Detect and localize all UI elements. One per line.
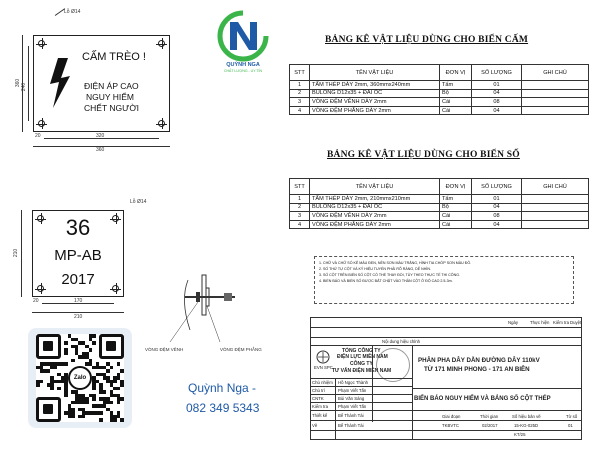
- tb-rule: [310, 386, 412, 387]
- sign1-hole-label: Lỗ Ø14: [64, 9, 81, 15]
- table-cell: 04: [472, 203, 522, 212]
- logo-brand: QUỲNH NGA: [226, 62, 260, 68]
- tb-role-name: Bế Thành Tài: [338, 413, 364, 418]
- col-header: GHI CHÚ: [522, 65, 589, 81]
- table-cell: VÒNG ĐỆM VÊNH DÀY 2mm: [310, 212, 440, 221]
- tb-drawing-title: BIỂN BÁO NGUY HIỂM VÀ BẢNG SỐ CỘT THÉP: [414, 396, 551, 402]
- bolt-hole: [38, 120, 45, 127]
- qr-module: [117, 362, 121, 366]
- tb-rule: [310, 337, 582, 338]
- qr-module: [82, 415, 86, 419]
- qr-module: [64, 352, 68, 356]
- col-header: SỐ LƯỢNG: [472, 179, 522, 195]
- col-header: TÊN VẬT LIỆU: [310, 65, 440, 81]
- qr-module: [54, 366, 58, 370]
- label-spring-washer: VÒNG ĐỆM VÊNH: [145, 347, 184, 352]
- bolt-hole: [158, 40, 165, 47]
- logo-tagline: CHẤT LƯỢNG - UY TÍN: [223, 69, 263, 73]
- table-cell: 08: [472, 212, 522, 221]
- table-cell: VÒNG ĐỆM PHẲNG DÀY 2mm: [310, 106, 440, 115]
- qr-module: [120, 369, 124, 373]
- tb-rule: [310, 327, 582, 328]
- table-cell: TẤM THÉP DÀY 2mm, 360mmx240mm: [310, 81, 440, 90]
- tb-sheet: 01: [568, 423, 573, 428]
- evn-logo-icon: [316, 350, 330, 364]
- table-cell: Cái: [440, 212, 472, 221]
- table-cell: [522, 195, 589, 204]
- notes-box: [314, 256, 574, 304]
- qr-module: [71, 359, 75, 363]
- col-header: GHI CHÚ: [522, 179, 589, 195]
- table-row: [290, 81, 589, 90]
- tb-col-drawing-no: Số hiệu bản vẽ: [512, 414, 541, 419]
- table-row: [290, 98, 589, 107]
- sign1-line3: NGUY HIỂM: [86, 92, 135, 102]
- qr-module: [64, 394, 68, 398]
- tb-header-approve: Duyệt: [570, 320, 582, 325]
- qr-module: [64, 341, 68, 345]
- tb-rule: [412, 388, 582, 389]
- zalo-badge: [68, 366, 92, 390]
- table2-title: BẢNG KÊ VẬT LIỆU DÙNG CHO BIỂN SỐ: [327, 150, 520, 160]
- qr-module: [71, 415, 75, 419]
- tb-project-line1: PHÂN PHA DÂY DẪN ĐƯỜNG DÂY 110kV: [418, 357, 540, 364]
- qr-module: [120, 397, 124, 401]
- table-cell: 08: [472, 98, 522, 107]
- tb-rule: [310, 394, 412, 395]
- sign1-dim-w-inner: 320: [96, 133, 105, 139]
- col-header: STT: [290, 65, 310, 81]
- qr-module: [113, 380, 117, 384]
- table-cell: 04: [472, 220, 522, 229]
- tb-col-phase: Giai đoạn: [442, 414, 461, 419]
- table1-title: BẢNG KÊ VẬT LIỆU DÙNG CHO BIỂN CẤM: [325, 35, 529, 45]
- tb-company2: ĐIỆN LỰC MIỀN NAM: [337, 354, 388, 360]
- table-row: [290, 195, 589, 204]
- sign2-dim-h: 210: [13, 248, 20, 258]
- sign2-hole-label: Lỗ Ø14: [130, 199, 147, 205]
- note-item: 1. CHỮ VÀ CHỮ SỐ KẺ MÀU ĐEN, NỀN SƠN MÀU TRẮNG, HÌNH TIA CHỚP SƠN MÀU ĐỎ.: [319, 261, 472, 265]
- sign1-dim-h1: 240: [21, 82, 28, 92]
- qr-module: [117, 387, 121, 391]
- note-item: 3. SỐ CỘT TRÊN BIỂN SỐ CỘT CÓ THỂ THAY ĐỔI, TÙY THEO THỰC TẾ THI CÔNG.: [319, 273, 460, 277]
- table-cell: 3: [290, 212, 310, 221]
- bolt-hole: [38, 40, 45, 47]
- qr-module: [110, 366, 114, 370]
- table-cell: 01: [472, 81, 522, 90]
- qr-module: [92, 387, 96, 391]
- table-cell: Cái: [440, 98, 472, 107]
- sign1-line2: ĐIỆN ÁP CAO: [84, 81, 139, 91]
- table-header-row: [290, 65, 589, 81]
- tb-header-by: Thực hiện: [530, 320, 550, 325]
- col-header: SỐ LƯỢNG: [472, 65, 522, 81]
- brand-logo: [212, 10, 274, 72]
- table-cell: Tấm: [440, 195, 472, 204]
- sign2-year: 2017: [61, 271, 95, 288]
- tb-rule: [310, 345, 582, 346]
- table-cell: 4: [290, 220, 310, 229]
- sign2-pole-number: 36: [65, 215, 91, 240]
- qr-code-card[interactable]: [28, 328, 132, 428]
- table-cell: [522, 220, 589, 229]
- table-cell: Cái: [440, 220, 472, 229]
- tb-rule: [310, 378, 412, 379]
- table-cell: 1: [290, 81, 310, 90]
- qr-module: [85, 401, 89, 405]
- table-cell: 04: [472, 106, 522, 115]
- tb-date: 02/2017: [482, 423, 498, 428]
- tb-header-check: Kiểm tra: [553, 320, 569, 325]
- qr-finder: [36, 334, 61, 359]
- qr-module: [57, 387, 61, 391]
- qr-module: [120, 383, 124, 387]
- table-cell: [522, 212, 589, 221]
- qr-module: [99, 418, 103, 422]
- col-header: TÊN VẬT LIỆU: [310, 179, 440, 195]
- tb-revision-label: Nội dung hiệu chỉnh: [382, 339, 420, 344]
- tb-role: Chủ nhiệm: [312, 380, 333, 385]
- table-cell: Bộ: [440, 203, 472, 212]
- table-cell: [522, 203, 589, 212]
- contact-phone[interactable]: 082 349 5343: [186, 401, 260, 415]
- sign2-dim-side: 20: [33, 298, 39, 304]
- qr-finder: [99, 334, 124, 359]
- qr-module: [92, 341, 96, 345]
- qr-module: [103, 390, 107, 394]
- table-cell: 3: [290, 98, 310, 107]
- table-cell: [522, 89, 589, 98]
- table-cell: 1: [290, 195, 310, 204]
- sign1-dim-h2: 360: [15, 78, 22, 88]
- table-cell: [522, 106, 589, 115]
- dimension-line: [28, 46, 29, 121]
- table-cell: 2: [290, 203, 310, 212]
- col-header: ĐƠN VỊ: [440, 65, 472, 81]
- table-cell: Tấm: [440, 81, 472, 90]
- logo-n-icon: [212, 10, 274, 62]
- bolt-hole: [158, 120, 165, 127]
- tb-header-date: Ngày: [508, 320, 519, 325]
- table-cell: VÒNG ĐỆM PHẲNG DÀY 2mm: [310, 220, 440, 229]
- qr-module: [110, 401, 114, 405]
- sign2-line-code: MP-AB: [54, 247, 102, 264]
- tb-company3: CÔNG TY: [350, 361, 373, 367]
- note-item: 2. SỐ THỨ TỰ CỘT VÀ KÝ HIỆU TUYẾN PHẢI RÕ RÀNG, DỄ NHÌN.: [319, 267, 431, 271]
- tb-role-name: Hồ Ngọc Thành: [338, 380, 369, 385]
- tb-role-name: Bế Thành Tài: [338, 423, 364, 428]
- tb-rule: [310, 402, 412, 403]
- table-cell: [522, 81, 589, 90]
- tb-role: Kiểm tra: [312, 404, 328, 409]
- sign2-dim-w-inner: 170: [74, 298, 83, 304]
- zalo-text: Zalo: [73, 375, 87, 381]
- tb-company4: TƯ VẤN ĐIỆN MIỀN NAM: [332, 368, 392, 374]
- qr-module: [40, 380, 44, 384]
- tb-scale: KT/25: [514, 432, 526, 437]
- col-header: STT: [290, 179, 310, 195]
- tb-role: CNTK: [312, 396, 324, 401]
- pole-number-sign: [32, 210, 124, 297]
- qr-module: [120, 418, 124, 422]
- sign1-line4: CHẾT NGƯỜI: [84, 103, 140, 113]
- table-cell: 4: [290, 106, 310, 115]
- col-header: ĐƠN VỊ: [440, 179, 472, 195]
- qr-finder: [36, 397, 61, 422]
- tb-logo-text: EVN SPC: [314, 365, 333, 370]
- sign1-dim-side: 20: [35, 133, 41, 139]
- table-cell: [522, 98, 589, 107]
- qr-module: [117, 401, 121, 405]
- tb-col-time: Thời gian: [480, 414, 499, 419]
- qr-module: [92, 334, 96, 338]
- tb-phase: TKBVTC: [442, 423, 459, 428]
- table-cell: 01: [472, 195, 522, 204]
- qr-module: [92, 397, 96, 401]
- qr-module: [50, 387, 54, 391]
- tb-rule: [412, 410, 582, 411]
- table-cell: 2: [290, 89, 310, 98]
- table-row: [290, 106, 589, 115]
- sign1-dim-w-outer: 360: [96, 147, 105, 153]
- tb-role-name: Phạm Viết Tấn: [338, 388, 367, 393]
- table-cell: Cái: [440, 106, 472, 115]
- qr-module: [99, 411, 103, 415]
- qr-module: [89, 348, 93, 352]
- contact-name: Quỳnh Nga -: [188, 381, 257, 395]
- table-cell: BULÔNG D12x35 + ĐAI ỐC: [310, 203, 440, 212]
- sign1-line1: CẤM TRÈO !: [82, 51, 146, 63]
- tb-rule: [335, 378, 336, 440]
- company-stamp: [376, 348, 410, 382]
- danger-sign: [33, 35, 170, 132]
- tb-role: Thiết kế: [312, 413, 328, 418]
- table2-materials: [289, 178, 589, 229]
- table-cell: Bộ: [440, 89, 472, 98]
- tb-drawing-no: 15-KG-025D: [514, 423, 539, 428]
- tb-rule: [310, 410, 412, 411]
- dimension-line: [21, 210, 22, 297]
- dimension-line: [32, 312, 124, 313]
- tb-role-name: Phạm Viết Tấn: [338, 404, 367, 409]
- tb-rule: [310, 420, 582, 421]
- note-item: 4. BIỂN BÁO VÀ BIỂN SỐ ĐƯỢC BẮT CHẶT VÀO THÂN CỘT Ở ĐỘ CAO 2.5-3m.: [319, 279, 453, 283]
- tb-col-sheet: Tờ số: [566, 414, 578, 419]
- table-cell: TẤM THÉP DÀY 2mm, 210mmx210mm: [310, 195, 440, 204]
- tb-role: Chủ trì: [312, 388, 325, 393]
- qr-module: [47, 369, 51, 373]
- label-flat-washer: VÒNG ĐỆM PHẲNG: [220, 347, 262, 352]
- tb-role-name: Bùi Văn Sáng: [338, 396, 365, 401]
- table-cell: 04: [472, 89, 522, 98]
- table1-materials: [289, 64, 589, 115]
- tb-company1: TỔNG CÔNG TY: [342, 348, 381, 354]
- table-row: [290, 89, 589, 98]
- qr-module: [64, 362, 68, 366]
- table-row: [290, 203, 589, 212]
- qr-module: [106, 369, 110, 373]
- table-header-row: [290, 179, 589, 195]
- qr-module: [113, 418, 117, 422]
- table-cell: VÒNG ĐỆM VÊNH DÀY 2mm: [310, 98, 440, 107]
- tb-role: Vẽ: [312, 423, 318, 428]
- sign2-dim-w-outer: 210: [74, 314, 83, 320]
- tb-project-line2: TỪ 171 MINH PHONG - 171 AN BIÊN: [424, 366, 530, 373]
- table-row: [290, 220, 589, 229]
- table-cell: BULÔNG D12x35 + ĐAI ỐC: [310, 89, 440, 98]
- lightning-bolt-icon: [48, 58, 72, 108]
- tb-rule: [412, 345, 413, 440]
- qr-module: [36, 383, 40, 387]
- table-row: [290, 212, 589, 221]
- tb-rule: [310, 430, 582, 431]
